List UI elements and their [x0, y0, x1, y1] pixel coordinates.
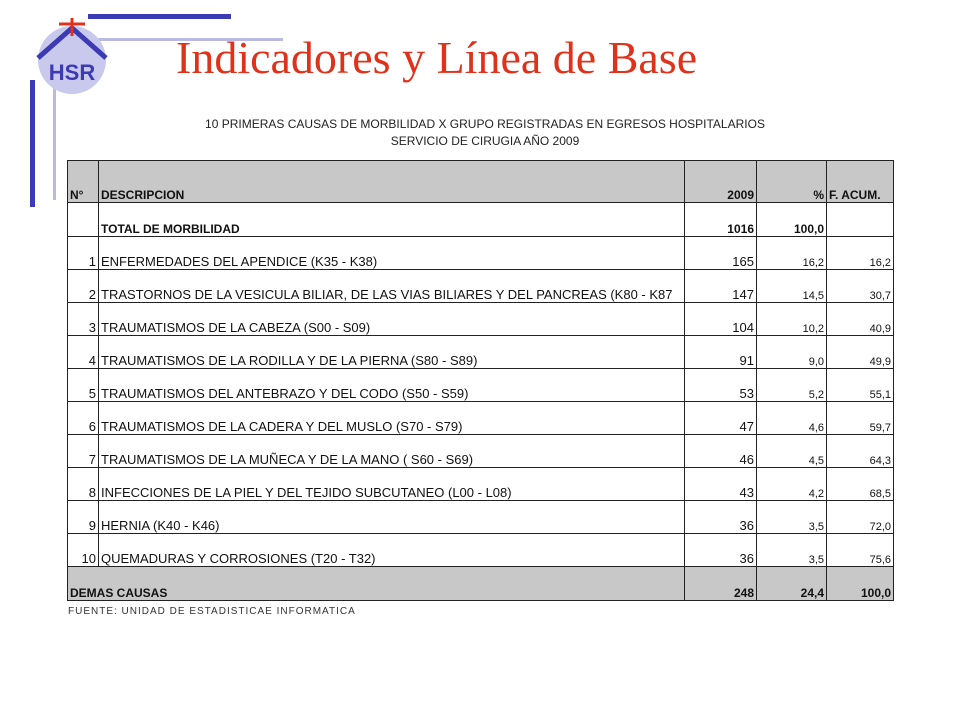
row-desc: HERNIA (K40 - K46) — [99, 501, 685, 534]
row-desc: TRAUMATISMOS DE LA CABEZA (S00 - S09) — [99, 303, 685, 336]
row-pct: 9,0 — [757, 336, 827, 369]
row-value: 36 — [685, 501, 757, 534]
row-acum: 59,7 — [827, 402, 894, 435]
row-value: 165 — [685, 237, 757, 270]
decor-line-left-dark — [30, 80, 35, 207]
demas-pct: 24,4 — [757, 567, 827, 601]
row-desc: ENFERMEDADES DEL APENDICE (K35 - K38) — [99, 237, 685, 270]
total-acum — [827, 203, 894, 237]
table-row — [68, 369, 894, 402]
row-desc: TRAUMATISMOS DE LA RODILLA Y DE LA PIERNA (S80 - S89) — [99, 336, 685, 369]
row-num: 8 — [68, 468, 99, 501]
table-row — [68, 336, 894, 369]
row-desc: INFECCIONES DE LA PIEL Y DEL TEJIDO SUBCUTANEO (L00 - L08) — [99, 468, 685, 501]
row-desc: TRASTORNOS DE LA VESICULA BILIAR, DE LAS VIAS BILIARES Y DEL PANCREAS (K80 - K87 — [99, 270, 685, 303]
row-value: 36 — [685, 534, 757, 567]
row-num: 3 — [68, 303, 99, 336]
row-pct: 10,2 — [757, 303, 827, 336]
row-pct: 5,2 — [757, 369, 827, 402]
row-value: 53 — [685, 369, 757, 402]
total-value: 1016 — [685, 203, 757, 237]
row-desc: TRAUMATISMOS DEL ANTEBRAZO Y DEL CODO (S50 - S59) — [99, 369, 685, 402]
row-acum: 55,1 — [827, 369, 894, 402]
row-num: 5 — [68, 369, 99, 402]
row-pct: 4,2 — [757, 468, 827, 501]
row-desc: TRAUMATISMOS DE LA CADERA Y DEL MUSLO (S70 - S79) — [99, 402, 685, 435]
row-desc: QUEMADURAS Y CORROSIONES (T20 - T32) — [99, 534, 685, 567]
row-desc: TRAUMATISMOS DE LA MUÑECA Y DE LA MANO ( S60 - S69) — [99, 435, 685, 468]
row-num: 10 — [68, 534, 99, 567]
row-num: 1 — [68, 237, 99, 270]
logo-text: HSR — [48, 60, 96, 85]
table-row — [68, 501, 894, 534]
table-row — [68, 303, 894, 336]
table-row — [68, 468, 894, 501]
table-row — [68, 237, 894, 270]
row-pct: 14,5 — [757, 270, 827, 303]
row-value: 47 — [685, 402, 757, 435]
header-num: N° — [68, 161, 99, 203]
header-pct: % — [757, 161, 827, 203]
row-acum: 16,2 — [827, 237, 894, 270]
total-pct: 100,0 — [757, 203, 827, 237]
row-value: 43 — [685, 468, 757, 501]
total-row — [68, 203, 894, 237]
row-acum: 40,9 — [827, 303, 894, 336]
total-label: TOTAL DE MORBILIDAD — [99, 203, 685, 237]
row-num: 9 — [68, 501, 99, 534]
table-row — [68, 270, 894, 303]
row-pct: 4,6 — [757, 402, 827, 435]
row-pct: 3,5 — [757, 501, 827, 534]
table-row — [68, 402, 894, 435]
row-pct: 16,2 — [757, 237, 827, 270]
morbidity-table — [67, 160, 894, 601]
row-value: 91 — [685, 336, 757, 369]
row-num: 6 — [68, 402, 99, 435]
row-num: 7 — [68, 435, 99, 468]
header-acum: F. ACUM. — [827, 161, 894, 203]
table-caption-line2: SERVICIO DE CIRUGIA AÑO 2009 — [390, 134, 580, 148]
demas-label: DEMAS CAUSAS — [68, 567, 685, 601]
table-row — [68, 534, 894, 567]
header-desc: DESCRIPCION — [99, 161, 685, 203]
demas-causas-row — [68, 567, 894, 601]
table-caption-line1: 10 PRIMERAS CAUSAS DE MORBILIDAD X GRUPO REGISTRADAS EN EGRESOS HOSPITALARIOS — [205, 117, 765, 131]
row-acum: 49,9 — [827, 336, 894, 369]
row-value: 46 — [685, 435, 757, 468]
row-pct: 3,5 — [757, 534, 827, 567]
row-acum: 68,5 — [827, 468, 894, 501]
row-value: 104 — [685, 303, 757, 336]
hospital-logo — [26, 12, 118, 98]
row-acum: 30,7 — [827, 270, 894, 303]
slide-title: Indicadores y Línea de Base — [176, 32, 698, 83]
table-row — [68, 435, 894, 468]
demas-value: 248 — [685, 567, 757, 601]
table-header-row — [68, 161, 894, 203]
header-year: 2009 — [685, 161, 757, 203]
row-acum: 75,6 — [827, 534, 894, 567]
row-acum: 64,3 — [827, 435, 894, 468]
demas-acum: 100,0 — [827, 567, 894, 601]
row-num: 2 — [68, 270, 99, 303]
row-pct: 4,5 — [757, 435, 827, 468]
row-value: 147 — [685, 270, 757, 303]
total-num — [68, 203, 99, 237]
source-note: FUENTE: UNIDAD DE ESTADISTICAE INFORMATICA — [68, 606, 356, 617]
row-acum: 72,0 — [827, 501, 894, 534]
row-num: 4 — [68, 336, 99, 369]
